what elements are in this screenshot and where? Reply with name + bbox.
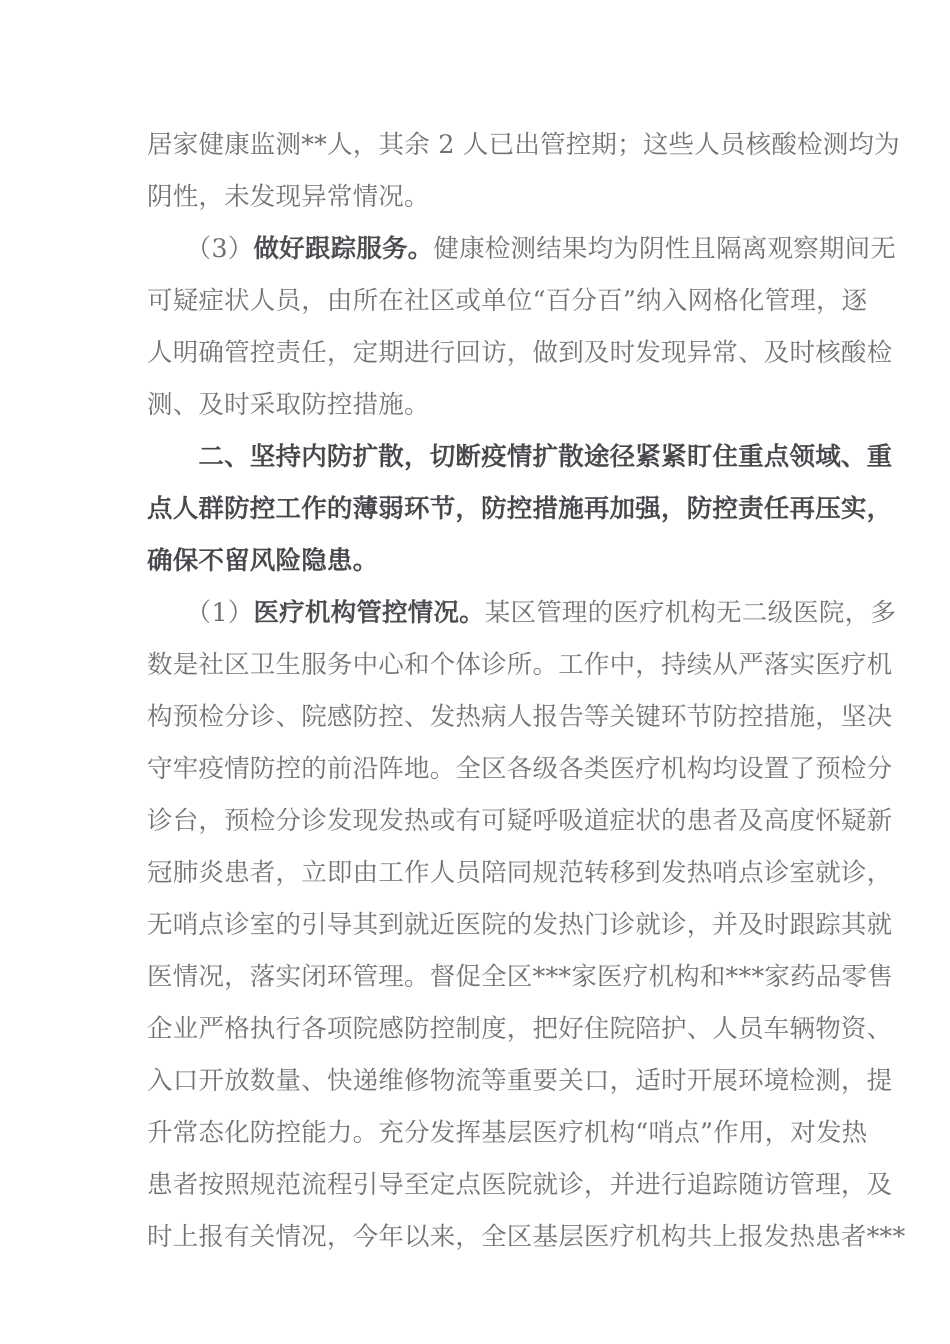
document-run: 构预检分诊、院感防控、发热病人报告等关键环节防控措施，坚决 [147, 702, 893, 732]
document-line [147, 1055, 893, 1107]
document-line [147, 223, 896, 275]
document-line [147, 275, 868, 327]
document-text-body [147, 119, 906, 1263]
document-run: 人明确管控责任，定期进行回访，做到及时发现异常、及时核酸检 [147, 338, 893, 368]
document-run: 患者按照规范流程引导至定点医院就诊，并进行追踪随访管理，及 [147, 1170, 893, 1200]
document-line [147, 379, 801, 431]
document-run-bold: 做好跟踪服务。 [253, 234, 434, 264]
document-line [147, 691, 893, 743]
document-line [147, 327, 893, 379]
document-run-bold: 二、坚持内防扩散，切断疫情扩散途径紧紧盯住重点领域、重 [147, 442, 893, 472]
document-line [147, 1211, 906, 1263]
document-run: 医情况，落实闭环管理。督促全区***家医疗机构和***家药品零售 [147, 962, 893, 992]
document-run: 守牢疫情防控的前沿阵地。全区各级各类医疗机构均设置了预检分 [147, 754, 893, 784]
document-line [147, 483, 893, 535]
document-run: 时上报有关情况，今年以来，全区基层医疗机构共上报发热患者*** [147, 1222, 906, 1252]
document-run: 居家健康监测**人，其余 2 人已出管控期；这些人员核酸检测均为 [147, 130, 900, 160]
document-run-bold: 确保不留风险隐患。 [147, 546, 379, 576]
document-run: 企业严格执行各项院感防控制度，把好住院陪护、人员车辆物资、 [147, 1014, 893, 1044]
document-run-bold: 点人群防控工作的薄弱环节，防控措施再加强，防控责任再压实， [147, 494, 893, 524]
document-line [147, 431, 893, 483]
document-run: 阴性，未发现异常情况。 [147, 182, 430, 212]
document-line [147, 171, 801, 223]
document-run: 诊台，预检分诊发现发热或有可疑呼吸道症状的患者及高度怀疑新 [147, 806, 893, 836]
document-line [147, 639, 893, 691]
document-run: 无哨点诊室的引导其到就近医院的发热门诊就诊，并及时跟踪其就 [147, 910, 893, 940]
document-run: 数是社区卫生服务中心和个体诊所。工作中，持续从严落实医疗机 [147, 650, 893, 680]
document-run: 健康检测结果均为阴性且隔离观察期间无 [433, 234, 896, 264]
document-line [147, 1003, 893, 1055]
document-run-bold: 医疗机构管控情况。 [253, 598, 485, 628]
document-line [147, 899, 893, 951]
document-run: 入口开放数量、快递维修物流等重要关口，适时开展环境检测，提 [147, 1066, 893, 1096]
document-run: 测、及时采取防控措施。 [147, 390, 430, 420]
document-line [147, 951, 893, 1003]
document-line [147, 847, 893, 899]
document-line [147, 743, 893, 795]
document-run: 某区管理的医疗机构无二级医院，多 [484, 598, 896, 628]
document-run: （1） [147, 598, 254, 628]
document-run: 冠肺炎患者，立即由工作人员陪同规范转移到发热哨点诊室就诊， [147, 858, 893, 888]
document-line [147, 587, 896, 639]
document-line [147, 795, 893, 847]
document-run: （3） [147, 234, 254, 264]
document-line [147, 119, 900, 171]
document-run: 升常态化防控能力。充分发挥基层医疗机构“哨点”作用，对发热 [147, 1118, 868, 1148]
document-line [147, 1159, 893, 1211]
document-line [147, 535, 801, 587]
document-run: 可疑症状人员，由所在社区或单位“百分百”纳入网格化管理，逐 [147, 286, 868, 316]
document-line [147, 1107, 868, 1159]
